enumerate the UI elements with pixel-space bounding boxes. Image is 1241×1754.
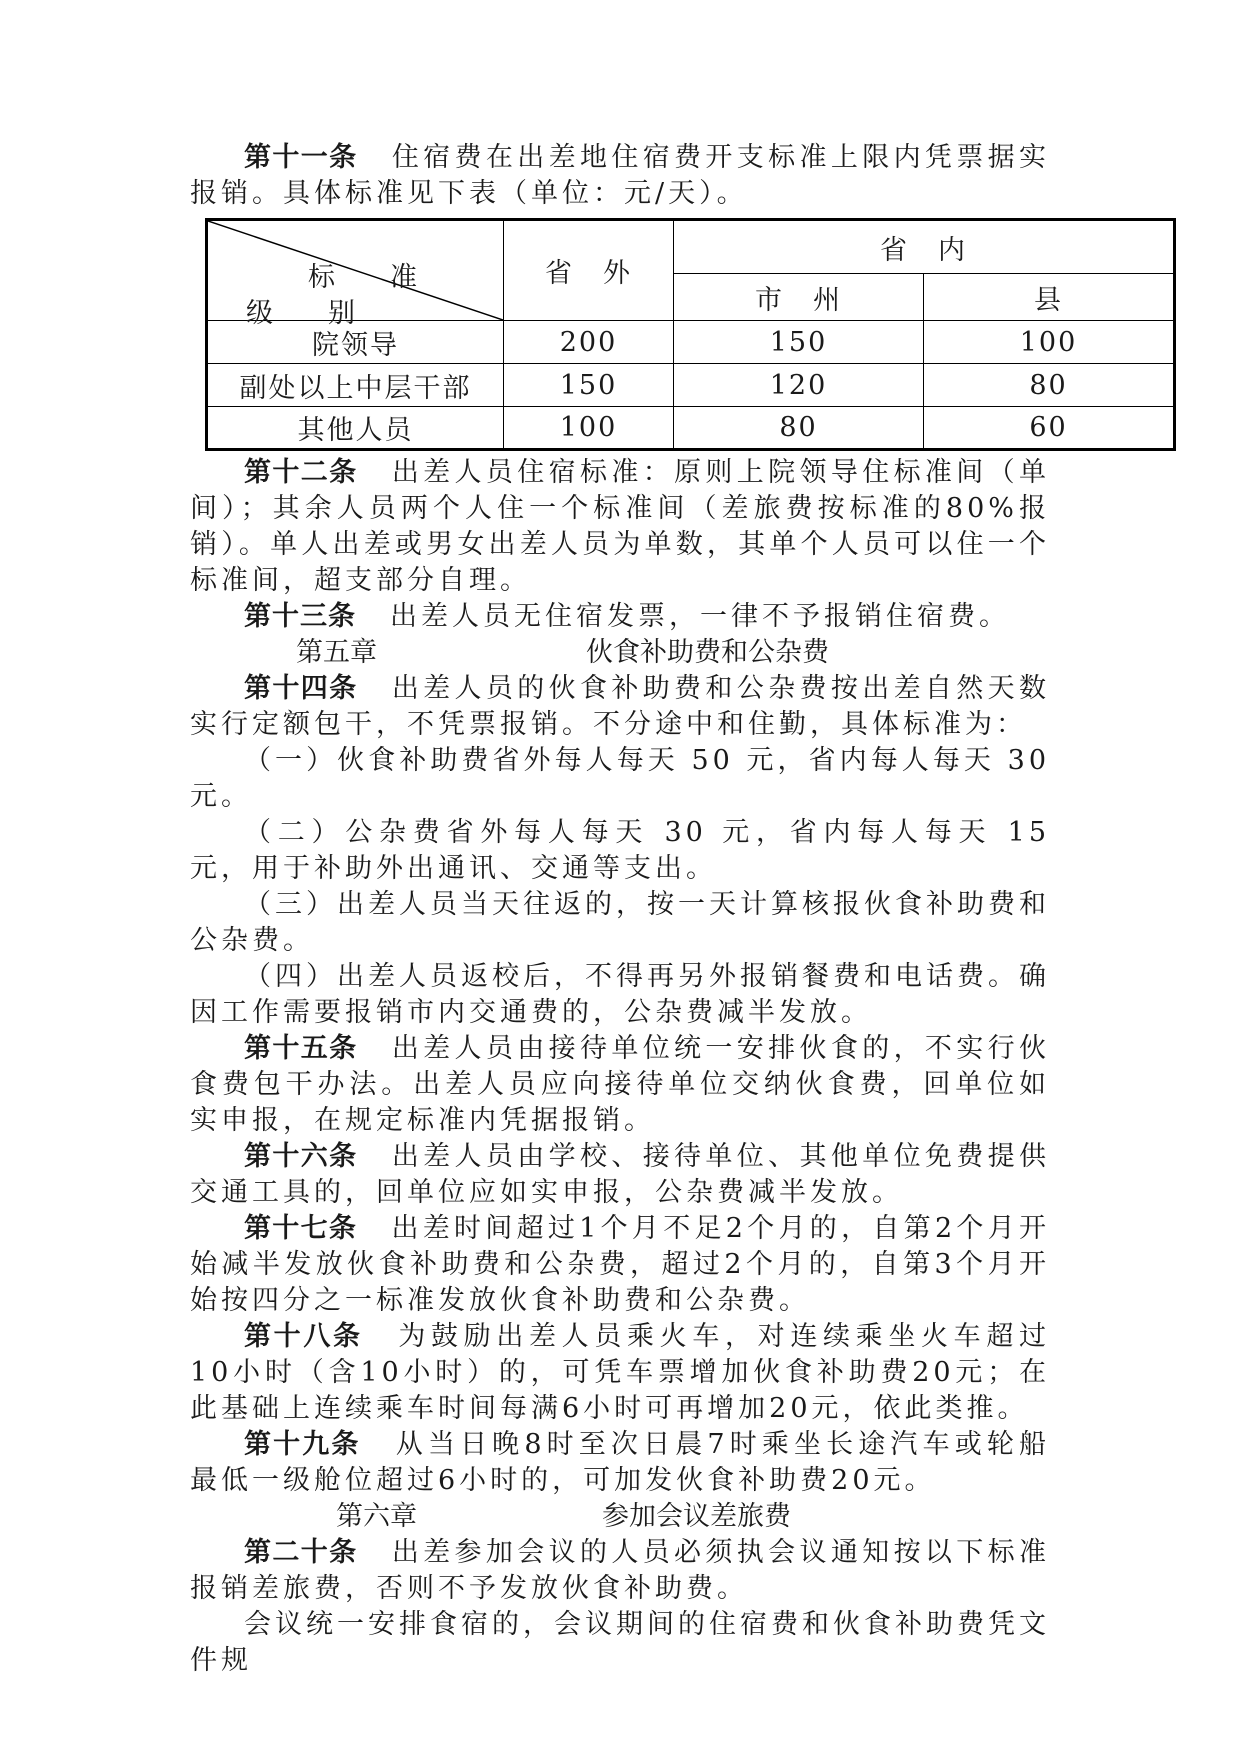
header-outside-province: 省 外 bbox=[504, 220, 674, 321]
chapter-5-heading bbox=[190, 635, 1050, 671]
chapter-title: 参加会议差旅费 bbox=[602, 1501, 791, 1532]
article-label: 第十九条 bbox=[244, 1429, 361, 1460]
article-label: 第十七条 bbox=[244, 1213, 358, 1244]
table-row bbox=[207, 407, 1175, 450]
article-text: 为鼓励出差人员乘火车，对连续乘坐火车超过10小时（含10小时）的，可凭车票增加伙食补助费20元；在此基础上连续乘车时间每满6小时可再增加20元，依此类推。 bbox=[190, 1321, 1051, 1424]
header-county: 县 bbox=[924, 274, 1175, 321]
row-city: 120 bbox=[674, 364, 924, 407]
article-14-item-2: （二）公杂费省外每人每天 30 元，省内每人每天 15 元，用于补助外出通讯、交通等支出。 bbox=[190, 817, 1050, 884]
article-text: 出差人员由接待单位统一安排伙食的，不实行伙食费包干办法。出差人员应向接待单位交纳伙食费，回单位如实申报，在规定标准内凭据报销。 bbox=[190, 1033, 1051, 1136]
table-row bbox=[207, 364, 1175, 407]
article-label: 第十五条 bbox=[244, 1033, 358, 1064]
article-text: 出差参加会议的人员必须执会议通知按以下标准报销差旅费，否则不予发放伙食补助费。 bbox=[190, 1537, 1051, 1604]
header-level: 级 别 bbox=[246, 298, 369, 329]
article-text: 出差人员由学校、接待单位、其他单位免费提供交通工具的，回单位应如实申报，公杂费减半发放。 bbox=[190, 1141, 1051, 1208]
article-19 bbox=[190, 1427, 1050, 1499]
article-16 bbox=[190, 1139, 1050, 1211]
row-county: 80 bbox=[924, 364, 1175, 407]
chapter-6-heading bbox=[190, 1499, 1050, 1535]
article-18 bbox=[190, 1319, 1050, 1427]
lodging-rate-table bbox=[205, 218, 1176, 451]
article-17 bbox=[190, 1211, 1050, 1319]
article-text: 出差人员住宿标准：原则上院领导住标准间（单间）；其余人员两个人住一个标准间（差旅费按标准的80%报销）。单人出差或男女出差人员为单数，其单个人员可以住一个标准间，超支部分自理。 bbox=[190, 457, 1051, 596]
article-13 bbox=[190, 599, 1050, 635]
article-20-paragraph: 会议统一安排食宿的，会议期间的住宿费和伙食补助费凭文件规 bbox=[190, 1609, 1050, 1676]
article-11 bbox=[190, 140, 1050, 212]
row-level: 副处以上中层干部 bbox=[207, 364, 504, 407]
article-15 bbox=[190, 1031, 1050, 1139]
article-text: 出差人员无住宿发票，一律不予报销住宿费。 bbox=[390, 601, 1010, 632]
article-14-item-1: （一）伙食补助费省外每人每天 50 元，省内每人每天 30元。 bbox=[190, 745, 1050, 812]
chapter-title: 伙食补助费和公杂费 bbox=[586, 637, 829, 668]
diagonal-header-cell bbox=[207, 220, 504, 329]
article-12 bbox=[190, 455, 1050, 599]
article-label: 第十四条 bbox=[244, 673, 358, 704]
article-text: 出差时间超过1个月不足2个月的，自第2个月开始减半发放伙食补助费和公杂费，超过2个月的，自第3个月开始按四分之一标准发放伙食补助费和公杂费。 bbox=[190, 1213, 1050, 1316]
row-county: 60 bbox=[924, 407, 1175, 450]
row-city: 80 bbox=[674, 407, 924, 450]
document-page bbox=[190, 140, 1078, 1679]
article-14-item-4: （四）出差人员返校后，不得再另外报销餐费和电话费。确因工作需要报销市内交通费的，公杂费减半发放。 bbox=[190, 961, 1050, 1028]
article-14 bbox=[190, 671, 1050, 743]
header-inside-province: 省 内 bbox=[674, 220, 1175, 274]
row-level: 其他人员 bbox=[207, 407, 504, 450]
article-text: 住宿费在出差地住宿费开支标准上限内凭票据实报销。具体标准见下表（单位：元/天）。 bbox=[190, 142, 1051, 209]
header-standard: 标 准 bbox=[308, 262, 431, 293]
article-label: 第十八条 bbox=[244, 1321, 363, 1352]
article-label: 第十六条 bbox=[244, 1141, 358, 1172]
row-level: 院领导 bbox=[207, 321, 504, 364]
article-20 bbox=[190, 1535, 1050, 1607]
row-outside: 200 bbox=[504, 321, 674, 364]
article-label: 第十三条 bbox=[244, 601, 356, 632]
row-outside: 100 bbox=[504, 407, 674, 450]
row-city: 150 bbox=[674, 321, 924, 364]
article-label: 第十一条 bbox=[244, 142, 358, 173]
article-14-item-3: （三）出差人员当天往返的，按一天计算核报伙食补助费和公杂费。 bbox=[190, 889, 1050, 956]
article-text: 从当日晚8时至次日晨7时乘坐长途汽车或轮船最低一级舱位超过6小时的，可加发伙食补助费20元。 bbox=[190, 1429, 1051, 1496]
article-text: 出差人员的伙食补助费和公杂费按出差自然天数实行定额包干，不凭票报销。不分途中和住勤，具体标准为： bbox=[190, 673, 1051, 740]
chapter-number: 第五章 bbox=[296, 637, 377, 668]
row-outside: 150 bbox=[504, 364, 674, 407]
chapter-number: 第六章 bbox=[336, 1501, 417, 1532]
article-label: 第十二条 bbox=[244, 457, 358, 488]
header-city: 市 州 bbox=[674, 274, 924, 321]
row-county: 100 bbox=[924, 321, 1175, 364]
article-label: 第二十条 bbox=[244, 1537, 358, 1568]
